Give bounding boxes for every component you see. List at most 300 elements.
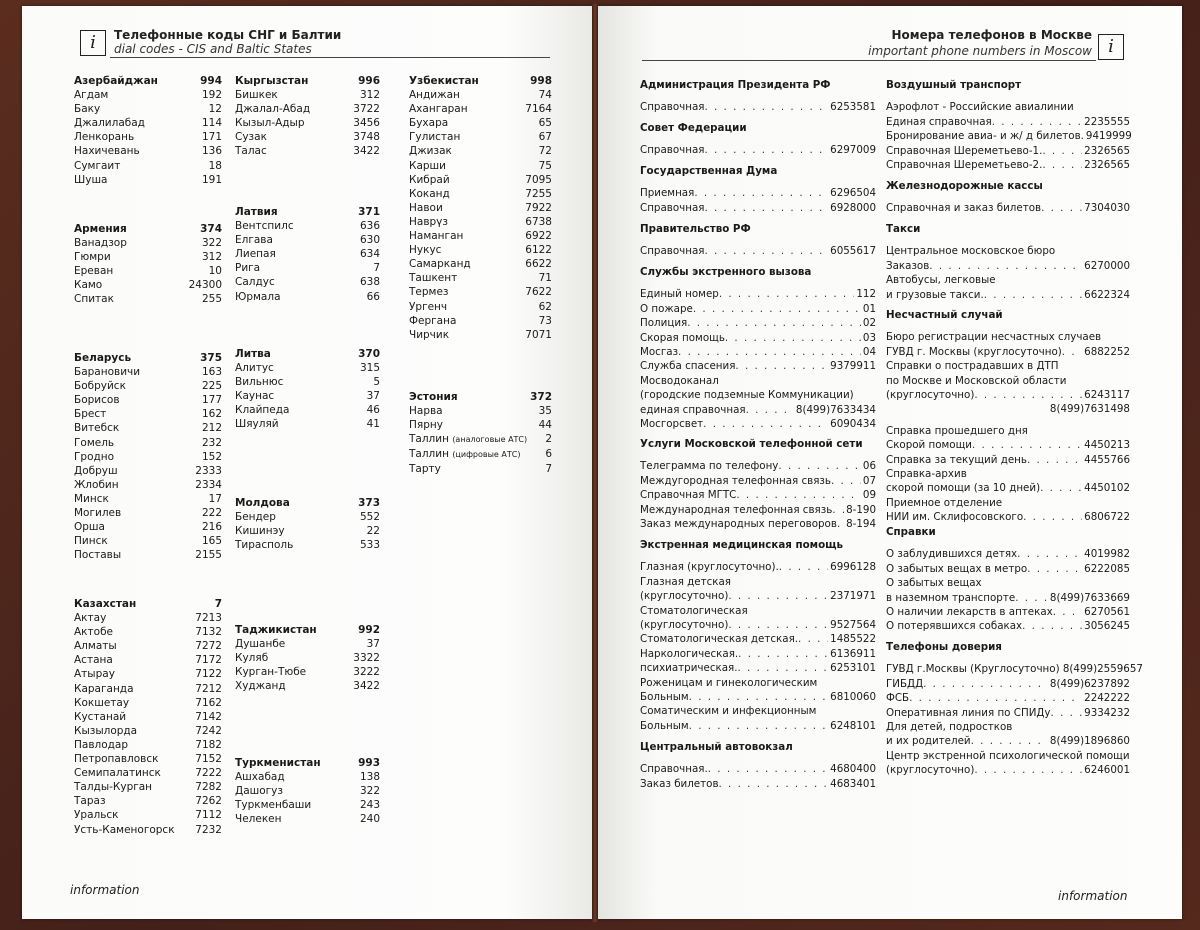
entry-label: ФСБ bbox=[886, 692, 910, 705]
city-row bbox=[74, 492, 222, 506]
leader-dots bbox=[704, 244, 828, 258]
city-row bbox=[235, 770, 380, 784]
phone-entry bbox=[886, 201, 1130, 215]
phone-number: 6246001 bbox=[1084, 764, 1130, 777]
country-heading bbox=[74, 597, 222, 611]
country-block bbox=[235, 623, 380, 693]
city-name: Курган-Тюбе bbox=[235, 666, 307, 679]
city-name: Сумгаит bbox=[74, 159, 121, 172]
leader-dots bbox=[972, 438, 1082, 452]
city-code: 18 bbox=[208, 159, 222, 172]
city-name: Нукус bbox=[409, 244, 442, 257]
city-name: Шяуляй bbox=[235, 418, 279, 431]
city-row bbox=[235, 144, 380, 158]
phone-number: 6270561 bbox=[1084, 606, 1130, 619]
city-code: 7232 bbox=[195, 823, 222, 836]
entry-text: Справка прошедшего дня bbox=[886, 424, 1028, 437]
entry-label: Справочная МГТС bbox=[640, 489, 737, 502]
city-name: Алитус bbox=[235, 362, 274, 375]
entry-label: Глазная (круглосуточно). bbox=[640, 561, 779, 574]
city-name: Туркменбаши bbox=[235, 799, 312, 812]
leader-dots bbox=[703, 417, 828, 431]
phone-number: 2371971 bbox=[830, 590, 876, 603]
city-row bbox=[235, 275, 380, 289]
city-name: Ургенч bbox=[409, 300, 448, 313]
leader-dots bbox=[1027, 453, 1082, 467]
leader-dots bbox=[779, 560, 828, 574]
city-code: 2 bbox=[545, 433, 552, 446]
country-block bbox=[235, 347, 380, 432]
city-row bbox=[235, 261, 380, 275]
city-code: 71 bbox=[538, 272, 552, 285]
city-name: Кишинэу bbox=[235, 525, 285, 538]
country-block bbox=[74, 222, 222, 307]
leader-dots bbox=[738, 647, 828, 661]
country-name: Таджикистан bbox=[235, 624, 317, 636]
phone-number: 6253101 bbox=[830, 662, 876, 675]
city-row bbox=[409, 229, 552, 243]
entry-label: (круглосуточно) bbox=[886, 764, 975, 777]
city-row bbox=[74, 639, 222, 653]
city-row bbox=[74, 534, 222, 548]
city-code: 7922 bbox=[525, 201, 552, 214]
phone-entry bbox=[640, 762, 876, 776]
city-row bbox=[74, 159, 222, 173]
entry-label: Телеграмма по телефону bbox=[640, 460, 779, 473]
city-code: 7071 bbox=[525, 328, 552, 341]
phone-section bbox=[886, 222, 1130, 302]
leader-dots bbox=[1042, 144, 1082, 158]
phone-entry bbox=[886, 129, 1130, 143]
leader-dots bbox=[974, 763, 1082, 777]
city-row bbox=[409, 257, 552, 271]
country-heading bbox=[235, 205, 380, 219]
city-code: 212 bbox=[201, 422, 222, 435]
city-code: 22 bbox=[366, 525, 380, 538]
city-row bbox=[235, 116, 380, 130]
phone-entry bbox=[640, 589, 876, 603]
city-note: (цифровые АТС) bbox=[452, 450, 521, 460]
city-row bbox=[235, 798, 380, 812]
section-title: Совет Федерации bbox=[640, 122, 747, 134]
city-code: 240 bbox=[359, 813, 380, 826]
city-code: 66 bbox=[366, 290, 380, 303]
city-name: Рига bbox=[235, 262, 261, 275]
city-code: 24300 bbox=[188, 279, 222, 292]
phone-section bbox=[640, 78, 876, 115]
leader-dots bbox=[725, 331, 861, 345]
city-code: 6922 bbox=[525, 230, 552, 243]
city-row bbox=[235, 403, 380, 417]
section-title: Несчастный случай bbox=[886, 309, 1003, 321]
phone-entry bbox=[640, 186, 876, 200]
phone-section bbox=[886, 179, 1130, 216]
phone-section bbox=[640, 437, 876, 531]
country-name: Азербайджан bbox=[74, 75, 158, 87]
city-name: Гулистан bbox=[409, 131, 461, 144]
left-header-rule bbox=[110, 57, 550, 58]
entry-label: Мосгорсвет bbox=[640, 418, 704, 431]
city-row bbox=[74, 548, 222, 562]
country-heading bbox=[74, 222, 222, 236]
entry-text: Автобусы, легковые bbox=[886, 274, 996, 287]
city-name: Гюмри bbox=[74, 251, 111, 264]
city-code: 37 bbox=[366, 390, 380, 403]
city-row bbox=[235, 247, 380, 261]
city-row bbox=[74, 808, 222, 822]
city-code: 163 bbox=[201, 366, 222, 379]
city-row bbox=[409, 159, 552, 173]
entry-label: Больным bbox=[640, 719, 689, 732]
leader-dots bbox=[736, 488, 861, 502]
entry-label: ГИБДД bbox=[886, 677, 924, 690]
entry-text: О забытых вещах bbox=[886, 577, 982, 590]
city-code: 322 bbox=[359, 785, 380, 798]
entry-text: Центральное московское бюро bbox=[886, 245, 1056, 258]
city-code: 7255 bbox=[525, 187, 552, 200]
city-row bbox=[74, 506, 222, 520]
city-row bbox=[235, 538, 380, 552]
section-title: Государственная Дума bbox=[640, 165, 778, 177]
country-heading bbox=[74, 351, 222, 365]
right-footer: information bbox=[1058, 889, 1128, 903]
city-code: 3722 bbox=[353, 103, 380, 116]
city-name: Тарту bbox=[409, 463, 441, 476]
city-name: Елгава bbox=[235, 234, 273, 247]
country-block bbox=[235, 756, 380, 826]
city-row bbox=[409, 271, 552, 285]
country-heading bbox=[74, 74, 222, 88]
city-code: 41 bbox=[366, 418, 380, 431]
city-code: 3422 bbox=[353, 680, 380, 693]
city-name: Борисов bbox=[74, 394, 120, 407]
city-row bbox=[74, 780, 222, 794]
city-code: 225 bbox=[201, 380, 222, 393]
city-row bbox=[74, 236, 222, 250]
info-icon: i bbox=[80, 30, 106, 56]
city-code: 3222 bbox=[353, 666, 380, 679]
city-code: 7172 bbox=[195, 654, 222, 667]
country-block bbox=[74, 597, 222, 837]
city-code: 3456 bbox=[353, 117, 380, 130]
city-row bbox=[235, 233, 380, 247]
phone-number: 04 bbox=[862, 346, 876, 359]
phone-number: 07 bbox=[862, 474, 876, 487]
phone-section bbox=[886, 308, 1130, 525]
city-code: 634 bbox=[359, 248, 380, 261]
city-name: Семипалатинск bbox=[74, 767, 161, 780]
city-name: Петропавловск bbox=[74, 753, 159, 766]
city-code: 232 bbox=[201, 436, 222, 449]
leader-dots bbox=[984, 288, 1082, 302]
phone-entry bbox=[640, 488, 876, 502]
section-title: Администрация Президента РФ bbox=[640, 79, 831, 91]
entry-label: единая справочная bbox=[640, 403, 746, 416]
entry-label: Больным bbox=[640, 691, 689, 704]
entry-text: Соматическим и инфекционным bbox=[640, 705, 817, 718]
city-name: Жлобин bbox=[74, 478, 119, 491]
phone-number: 8-194 bbox=[846, 518, 876, 531]
phone-section bbox=[886, 525, 1130, 634]
city-name: Камо bbox=[74, 279, 103, 292]
phone-entry bbox=[886, 763, 1130, 777]
city-row bbox=[74, 667, 222, 681]
leader-dots bbox=[687, 316, 861, 330]
phone-entry bbox=[640, 560, 876, 574]
entry-label: О потерявшихся собаках bbox=[886, 620, 1023, 633]
phone-entry bbox=[640, 777, 876, 791]
phone-entry bbox=[640, 244, 876, 258]
city-code: 7162 bbox=[195, 696, 222, 709]
leader-dots bbox=[689, 719, 828, 733]
phone-number: 2326565 bbox=[1084, 144, 1130, 157]
city-name: Уральск bbox=[74, 809, 119, 822]
phone-entry bbox=[640, 474, 876, 488]
phone-entry bbox=[886, 547, 1130, 561]
city-name: Наврүз bbox=[409, 215, 448, 228]
country-code: 996 bbox=[358, 75, 380, 87]
phone-section bbox=[640, 164, 876, 215]
phone-entry bbox=[640, 359, 876, 373]
city-row bbox=[74, 102, 222, 116]
city-row bbox=[235, 361, 380, 375]
country-name: Эстония bbox=[409, 391, 458, 403]
phone-entry bbox=[640, 632, 876, 646]
entry-label: Заказов bbox=[886, 259, 930, 272]
city-code: 7182 bbox=[195, 738, 222, 751]
city-name: Алматы bbox=[74, 640, 117, 653]
country-code: 994 bbox=[200, 75, 222, 87]
right-header-subtitle: important phone numbers in Moscow bbox=[868, 44, 1092, 58]
right-header-rule bbox=[642, 60, 1096, 61]
phone-number: 09 bbox=[862, 489, 876, 502]
city-row bbox=[235, 510, 380, 524]
city-row bbox=[235, 219, 380, 233]
entry-label: Справочная и заказ билетов bbox=[886, 202, 1042, 215]
city-code: 7622 bbox=[525, 286, 552, 299]
city-code: 114 bbox=[201, 117, 222, 130]
phone-entry bbox=[886, 734, 1130, 748]
leader-dots bbox=[1042, 158, 1082, 172]
city-name: Агдам bbox=[74, 89, 109, 102]
country-name: Казахстан bbox=[74, 598, 137, 610]
section-title: Правительство РФ bbox=[640, 223, 751, 235]
phone-number: 6296504 bbox=[830, 187, 876, 200]
city-name: Коканд bbox=[409, 187, 450, 200]
country-code: 371 bbox=[358, 206, 380, 218]
city-row bbox=[74, 292, 222, 306]
city-row bbox=[409, 201, 552, 215]
leader-dots bbox=[719, 777, 829, 791]
country-heading bbox=[235, 74, 380, 88]
city-code: 67 bbox=[538, 131, 552, 144]
city-code: 3322 bbox=[353, 652, 380, 665]
city-row bbox=[74, 173, 222, 187]
phone-number: 6297009 bbox=[830, 144, 876, 157]
country-heading bbox=[235, 347, 380, 361]
phone-entry bbox=[886, 115, 1130, 129]
city-name: Павлодар bbox=[74, 738, 129, 751]
country-name: Латвия bbox=[235, 206, 278, 218]
phone-number: 7304030 bbox=[1084, 202, 1130, 215]
phone-section bbox=[640, 121, 876, 158]
phone-entry bbox=[640, 287, 876, 301]
city-row bbox=[409, 432, 552, 447]
entry-label: (круглосуточно) bbox=[886, 389, 975, 402]
city-name: Куляб bbox=[235, 652, 269, 665]
leader-dots bbox=[974, 388, 1082, 402]
country-heading bbox=[235, 623, 380, 637]
leader-dots bbox=[746, 403, 794, 417]
country-heading bbox=[409, 390, 552, 404]
entry-label: (круглосуточно) bbox=[640, 619, 729, 632]
phone-entry bbox=[640, 417, 876, 431]
city-name: Ленкорань bbox=[74, 131, 135, 144]
phone-number: 6055617 bbox=[830, 245, 876, 258]
leader-dots bbox=[704, 143, 828, 157]
phone-number: 9527564 bbox=[830, 619, 876, 632]
city-name: Клайпеда bbox=[235, 404, 290, 417]
city-name: Гомель bbox=[74, 436, 115, 449]
phone-number: 8(499)7633669 bbox=[1049, 591, 1130, 604]
city-row bbox=[409, 173, 552, 187]
city-name: Витебск bbox=[74, 422, 120, 435]
city-code: 3748 bbox=[353, 131, 380, 144]
country-block bbox=[235, 205, 380, 304]
leader-dots bbox=[728, 618, 828, 632]
phone-number: 6248101 bbox=[830, 719, 876, 732]
city-name: Фергана bbox=[409, 314, 457, 327]
city-row bbox=[409, 285, 552, 299]
city-row bbox=[74, 653, 222, 667]
city-code: 7122 bbox=[195, 668, 222, 681]
city-row bbox=[235, 784, 380, 798]
city-row bbox=[409, 300, 552, 314]
city-row bbox=[235, 375, 380, 389]
phone-number: 06 bbox=[862, 460, 876, 473]
phone-entry bbox=[640, 517, 876, 531]
city-code: 216 bbox=[201, 521, 222, 534]
phone-entry bbox=[886, 706, 1130, 720]
city-name: Сузак bbox=[235, 131, 267, 144]
city-row bbox=[74, 478, 222, 492]
city-row bbox=[74, 407, 222, 421]
country-name: Литва bbox=[235, 348, 271, 360]
city-row bbox=[74, 682, 222, 696]
entry-text: Стоматологическая bbox=[640, 604, 748, 617]
city-code: 37 bbox=[366, 638, 380, 651]
phone-entry bbox=[640, 143, 876, 157]
city-row bbox=[74, 696, 222, 710]
entry-label: скорой помощи (за 10 дней) bbox=[886, 482, 1041, 495]
leader-dots bbox=[798, 632, 828, 646]
phone-entry bbox=[886, 677, 1130, 691]
city-name: Юрмала bbox=[235, 290, 281, 303]
phone-entry bbox=[886, 259, 1130, 273]
phone-number: 8(499)6237892 bbox=[1049, 677, 1130, 690]
entry-text: по Москве и Московской области bbox=[886, 374, 1067, 387]
city-code: 636 bbox=[359, 220, 380, 233]
city-name: Джизак bbox=[409, 145, 452, 158]
country-code: 372 bbox=[530, 391, 552, 403]
phone-number: 01 bbox=[862, 302, 876, 315]
city-name: Наманган bbox=[409, 230, 464, 243]
city-row bbox=[235, 290, 380, 304]
city-code: 7212 bbox=[195, 682, 222, 695]
section-title: Воздушный транспорт bbox=[886, 79, 1022, 91]
city-row bbox=[409, 314, 552, 328]
city-row bbox=[74, 436, 222, 450]
phone-number: 6928000 bbox=[830, 201, 876, 214]
phone-number: 6882252 bbox=[1084, 345, 1130, 358]
city-code: 177 bbox=[201, 394, 222, 407]
city-row bbox=[235, 389, 380, 403]
city-row bbox=[74, 278, 222, 292]
phone-number: 4683401 bbox=[830, 777, 876, 790]
leader-dots bbox=[693, 302, 861, 316]
phone-number: 4019982 bbox=[1084, 548, 1130, 561]
city-code: 2155 bbox=[195, 549, 222, 562]
city-name: Астана bbox=[74, 654, 113, 667]
phone-number: 6253581 bbox=[830, 101, 876, 114]
city-name: Актау bbox=[74, 612, 107, 625]
country-heading bbox=[409, 74, 552, 88]
city-name: Караганда bbox=[74, 682, 134, 695]
leader-dots bbox=[923, 677, 1048, 691]
left-header-title: Телефонные коды СНГ и Балтии bbox=[114, 28, 342, 42]
city-row bbox=[74, 752, 222, 766]
city-name: Атырау bbox=[74, 668, 115, 681]
phone-number: 6136911 bbox=[830, 647, 876, 660]
phone-entry bbox=[886, 144, 1130, 158]
phone-section bbox=[886, 640, 1143, 778]
phone-number: 6270000 bbox=[1084, 259, 1130, 272]
leader-dots bbox=[735, 359, 828, 373]
entry-label: и их родителей bbox=[886, 735, 971, 748]
city-name: Актобе bbox=[74, 626, 114, 639]
info-icon: i bbox=[1098, 34, 1124, 60]
city-code: 162 bbox=[201, 408, 222, 421]
entry-label: Справочная bbox=[640, 101, 705, 114]
phone-number: 4450213 bbox=[1084, 439, 1130, 452]
entry-label: Наркологическая. bbox=[640, 647, 739, 660]
phone-number: 9379911 bbox=[830, 360, 876, 373]
city-code: 74 bbox=[538, 89, 552, 102]
city-name: Карши bbox=[409, 159, 446, 172]
entry-text: Справки о пострадавших в ДТП bbox=[886, 360, 1059, 373]
phone-number: 03 bbox=[862, 331, 876, 344]
city-code: 243 bbox=[359, 799, 380, 812]
city-row bbox=[409, 418, 552, 432]
entry-label: Справочная bbox=[640, 144, 705, 157]
country-heading bbox=[235, 756, 380, 770]
city-code: 7213 bbox=[195, 612, 222, 625]
city-row bbox=[409, 102, 552, 116]
entry-label: Оперативная линия по СПИДу bbox=[886, 706, 1051, 719]
leader-dots bbox=[1051, 706, 1083, 720]
city-code: 638 bbox=[359, 276, 380, 289]
phone-entry bbox=[640, 647, 876, 661]
entry-label: Единая справочная bbox=[886, 115, 992, 128]
city-name: Дашогуз bbox=[235, 785, 283, 798]
entry-label: О наличии лекарств в аптеках bbox=[886, 606, 1053, 619]
city-row bbox=[74, 710, 222, 724]
country-code: 998 bbox=[530, 75, 552, 87]
entry-label: Полиция bbox=[640, 317, 688, 330]
city-name: Нахичевань bbox=[74, 145, 140, 158]
leader-dots bbox=[1022, 619, 1082, 633]
city-row bbox=[409, 243, 552, 257]
